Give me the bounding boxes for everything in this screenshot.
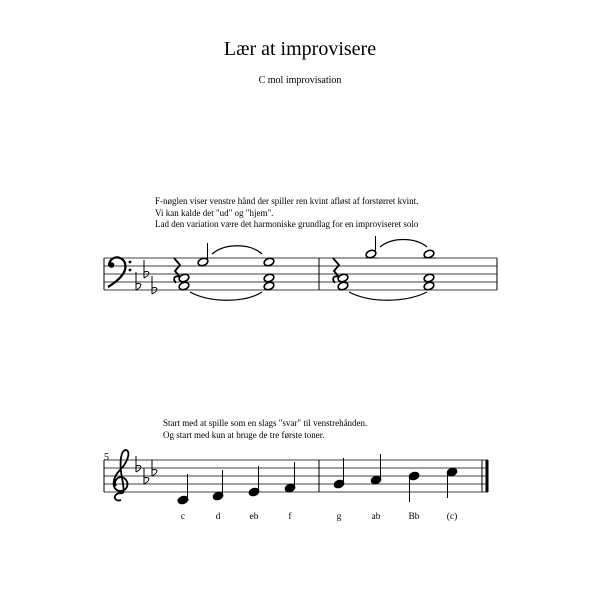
note-name-label: g (336, 512, 342, 522)
treble-clef-icon (114, 450, 129, 500)
tie (349, 240, 427, 301)
instruction-line: Og start med kun at bruge de tre første toner. (163, 429, 325, 440)
note-name-label: c (180, 512, 186, 522)
note-name-label: Bb (408, 512, 420, 522)
flat-icon (152, 276, 157, 294)
quarter-note (446, 467, 458, 498)
instruction-line: Lad den variation være det harmoniske grundlag for en improviseret solo (155, 219, 419, 229)
note-name-label: d (215, 512, 221, 522)
note-name-label: (c) (446, 512, 458, 522)
half-note (365, 236, 378, 259)
scale-notes (177, 454, 458, 505)
bass-staff (104, 258, 497, 290)
quarter-note (284, 462, 296, 493)
quarter-note (333, 458, 345, 489)
flat-icon (136, 456, 141, 472)
quarter-note (212, 470, 224, 501)
tie (190, 246, 262, 301)
page-subtitle: C mol improvisation (258, 75, 342, 86)
treble-staff (104, 460, 488, 492)
half-note (197, 243, 209, 267)
quarter-note (177, 474, 189, 505)
note-name-label: f (288, 512, 292, 522)
flat-icon (144, 260, 149, 278)
instruction-line: Vi kan kalde det "ud" og "hjem". (155, 207, 274, 218)
quarter-note (408, 471, 420, 502)
note-name-label: ab (371, 512, 381, 522)
chord-notes (422, 249, 436, 291)
key-signature-flats (136, 260, 157, 294)
instruction-line: F-nøglen viser venstre hånd der spiller ren kvint afløst af forstørret kvint. (155, 196, 419, 206)
note-name-label: eb (249, 512, 259, 522)
quarter-note (370, 454, 382, 485)
flat-icon (136, 272, 141, 290)
bass-clef-icon (108, 257, 131, 287)
instruction-line: Start med at spille som en slags "svar" til venstrehånden. (163, 418, 368, 428)
page-title: Lær at improvisere (223, 38, 377, 60)
measure-number: 5 (104, 452, 109, 463)
quarter-note (248, 466, 260, 497)
